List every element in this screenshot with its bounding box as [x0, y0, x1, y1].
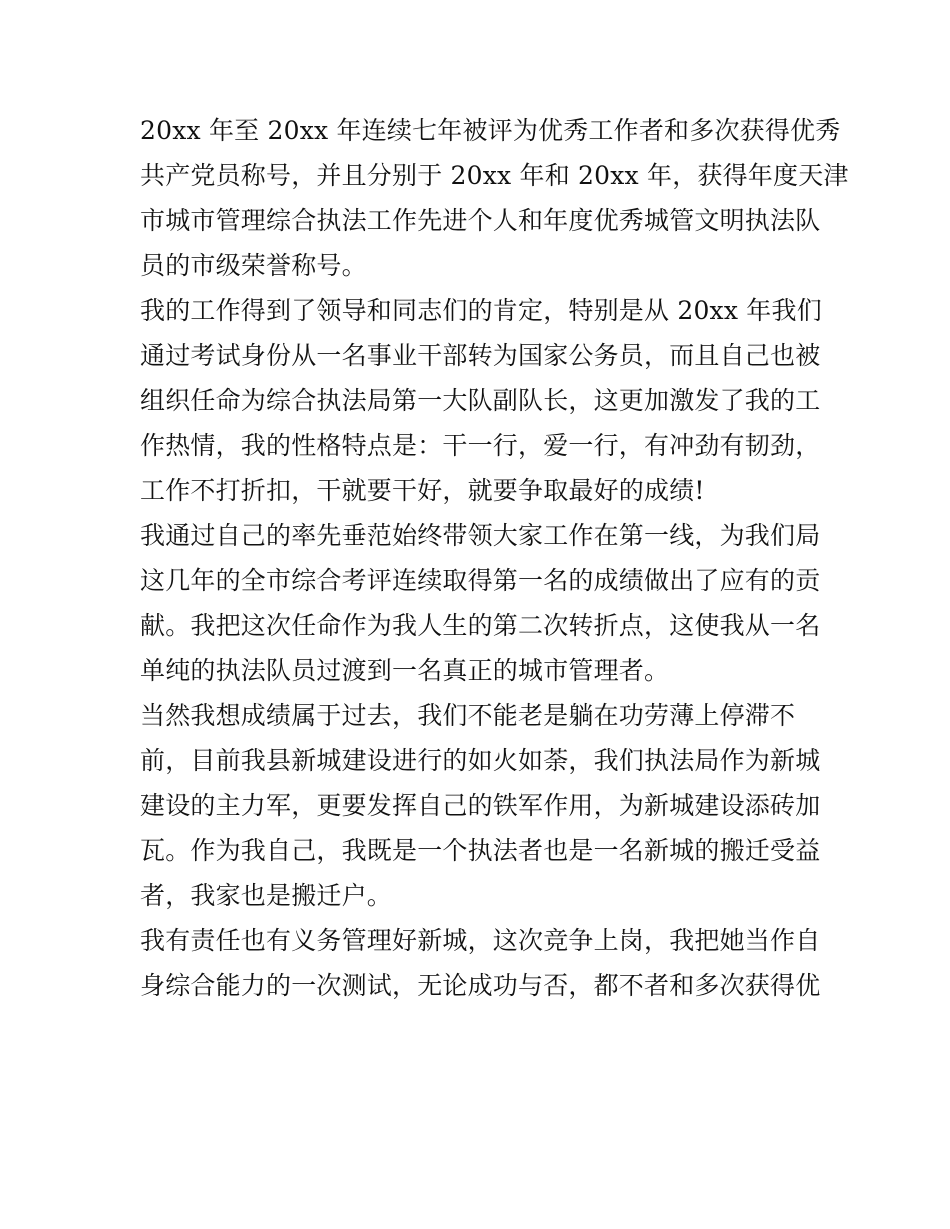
text-line: 我通过自己的率先垂范始终带领大家工作在第一线，为我们局	[140, 521, 821, 550]
text-line: 身综合能力的一次测试，无论成功与否，都不者和多次获得优	[140, 971, 821, 1000]
text-line: 市城市管理综合执法工作先进个人和年度优秀城管文明执法队	[140, 206, 821, 235]
text-line: 组织任命为综合执法局第一大队副队长，这更加激发了我的工	[140, 386, 821, 415]
text-line: 通过考试身份从一名事业干部转为国家公务员，而且自己也被	[140, 341, 821, 370]
text-line: 单纯的执法队员过渡到一名真正的城市管理者。	[140, 656, 670, 685]
text-line: 建设的主力军，更要发挥自己的铁军作用，为新城建设添砖加	[140, 791, 821, 820]
text-line: 20xx 年至 20xx 年连续七年被评为优秀工作者和多次获得优秀	[140, 116, 841, 145]
text-line: 我有责任也有义务管理好新城，这次竞争上岗，我把她当作自	[140, 926, 821, 955]
text-line: 这几年的全市综合考评连续取得第一名的成绩做出了应有的贡	[140, 566, 821, 595]
text-line: 作热情，我的性格特点是：干一行，爱一行，有冲劲有韧劲，	[140, 431, 821, 460]
text-line: 当然我想成绩属于过去，我们不能老是躺在功劳薄上停滞不	[140, 701, 796, 730]
text-line: 者，我家也是搬迁户。	[140, 881, 393, 910]
text-line: 工作不打折扣，干就要干好，就要争取最好的成绩!	[140, 476, 705, 505]
text-line: 员的市级荣誉称号。	[140, 251, 367, 280]
text-line: 献。我把这次任命作为我人生的第二次转折点，这使我从一名	[140, 611, 821, 640]
text-line: 共产党员称号，并且分别于 20xx 年和 20xx 年，获得年度天津	[140, 161, 849, 190]
text-line: 我的工作得到了领导和同志们的肯定，特别是从 20xx 年我们	[140, 296, 822, 325]
document-body	[140, 108, 849, 1008]
text-line: 前，目前我县新城建设进行的如火如荼，我们执法局作为新城	[140, 746, 821, 775]
text-line: 瓦。作为我自己，我既是一个执法者也是一名新城的搬迁受益	[140, 836, 821, 865]
